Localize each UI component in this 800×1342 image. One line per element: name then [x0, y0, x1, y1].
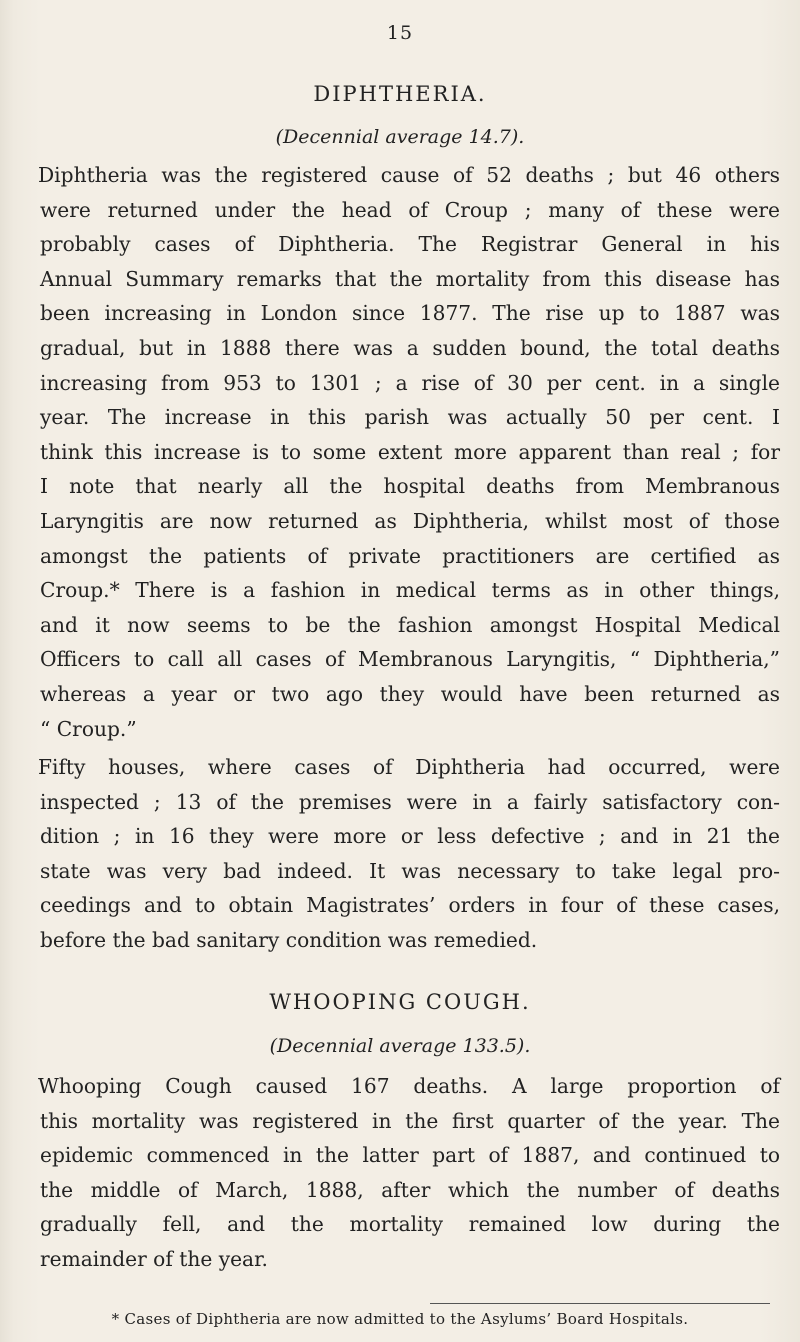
text-line: Diphtheria was the registered cause of 52 deaths ; but 46 others — [38, 163, 780, 187]
text-line: Annual Summary remarks that the mortality from this disease has — [40, 266, 780, 291]
text-line: whereas a year or two ago they would have been returned as — [40, 681, 780, 706]
text-line: dition ; in 16 they were more or less defective ; and in 21 the — [40, 824, 780, 849]
section-subheading-whooping-cough: (Decennial average 133.5). — [269, 1035, 531, 1057]
section-heading-whooping-cough: WHOOPING COUGH. — [269, 990, 531, 1014]
paragraph-diphtheria-2 — [40, 750, 780, 958]
text-line: “ Croup.” — [40, 716, 137, 741]
text-line: Fifty houses, where cases of Diphtheria had occurred, were — [38, 755, 780, 779]
text-line: state was very bad indeed. It was necessary to take legal pro- — [40, 858, 780, 883]
text-line: this mortality was registered in the first quarter of the year. The — [40, 1108, 780, 1133]
text-line: gradual, but in 1888 there was a sudden bound, the total deaths — [40, 335, 780, 360]
text-line: were returned under the head of Croup ; many of these were — [40, 197, 780, 222]
text-line: Officers to call all cases of Membranous Laryngitis, “ Diphtheria,” — [40, 647, 780, 672]
section-subheading-diphtheria: (Decennial average 14.7). — [275, 126, 525, 148]
text-line: year. The increase in this parish was actually 50 per cent. I — [40, 405, 780, 430]
paragraph-whooping-cough-1 — [40, 1069, 780, 1277]
text-line: think this increase is to some extent more apparent than real ; for — [40, 439, 780, 464]
text-line: probably cases of Diphtheria. The Registrar General in his — [40, 232, 780, 257]
text-line: and it now seems to be the fashion amongst Hospital Medical — [40, 612, 780, 637]
text-line: Laryngitis are now returned as Diphtheria, whilst most of those — [40, 508, 780, 533]
page-number: 15 — [386, 22, 414, 44]
text-line: Croup.* There is a fashion in medical terms as in other things, — [40, 578, 780, 603]
text-line: ceedings and to obtain Magistrates’ orders in four of these cases, — [40, 893, 780, 918]
text-line: inspected ; 13 of the premises were in a fairly satisfactory con- — [40, 789, 780, 814]
text-line: epidemic commenced in the latter part of 1887, and continued to — [40, 1143, 780, 1168]
text-line: I note that nearly all the hospital deaths from Membranous — [40, 474, 780, 499]
text-line: before the bad sanitary condition was remedied. — [40, 927, 538, 952]
text-line: the middle of March, 1888, after which the number of deaths — [40, 1177, 780, 1202]
text-line: amongst the patients of private practitioners are certified as — [40, 543, 780, 568]
footnote-divider — [430, 1303, 770, 1304]
paragraph-diphtheria-1 — [40, 158, 780, 746]
text-line: remainder of the year. — [40, 1246, 268, 1271]
footnote: * Cases of Diphtheria are now admitted to the Asylums’ Board Hospitals. — [111, 1310, 689, 1328]
text-line: been increasing in London since 1877. The rise up to 1887 was — [40, 301, 780, 326]
text-line: Whooping Cough caused 167 deaths. A large proportion of — [38, 1074, 780, 1098]
section-heading-diphtheria: DIPHTHERIA. — [313, 82, 487, 106]
text-line: increasing from 953 to 1301 ; a rise of 30 per cent. in a single — [40, 370, 780, 395]
text-line: gradually fell, and the mortality remained low during the — [40, 1212, 780, 1237]
